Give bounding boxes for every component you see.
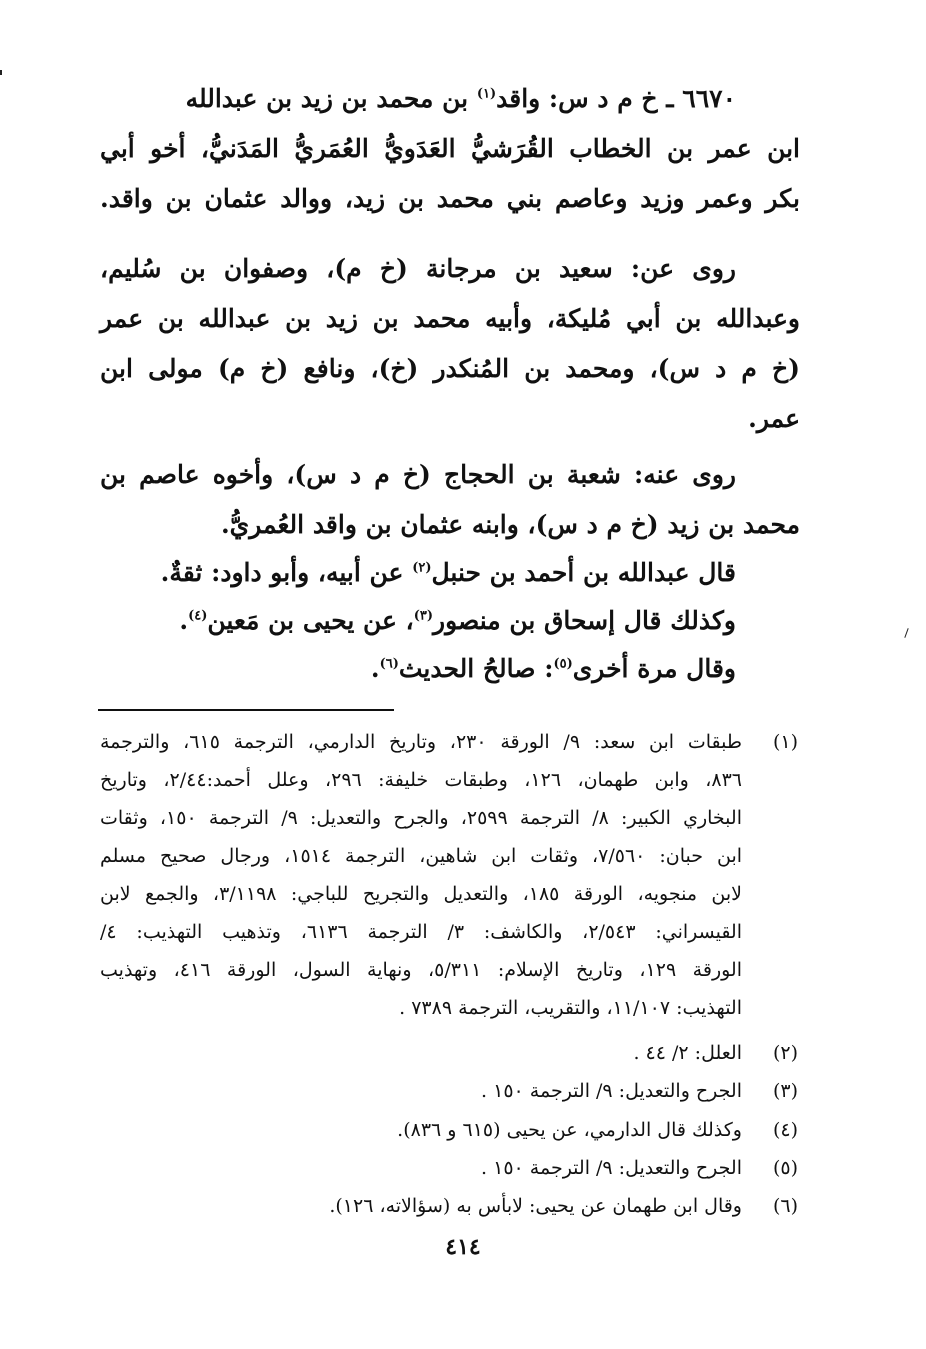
statement-3-end: .: [370, 654, 380, 683]
footnote-number-4: (٤): [772, 1119, 798, 1141]
footnote-1-line-5: لابن منجويه، الورقة ١٨٥، والتعديل والتجريح للباجي: ٣/١١٩٨، والجمع لابن: [100, 883, 743, 905]
footnote-number-5: (٥): [772, 1157, 798, 1179]
statement-line-1: [161, 558, 736, 587]
footnote-ref-6: (٦): [379, 656, 399, 672]
statement-2-rest: ، عن يحيى بن مَعين: [207, 606, 414, 635]
footnote-2-text: العلل: ٢/ ٤٤ .: [633, 1042, 742, 1064]
footnote-number-2: (٢): [772, 1042, 798, 1064]
narrated-from-line-2: وعبدالله بن أبي مُليكة، وأبيه محمد بن زيد بن عبدالله بن عمر: [100, 304, 800, 333]
footnote-1-line-8: التهذيب: ١١/١٠٧، والتقريب، الترجمة ٧٣٨٩ .: [399, 997, 742, 1019]
footnote-4-text: وكذلك قال الدارمي، عن يحيى (٦١٥ و ٨٣٦).: [397, 1119, 742, 1141]
footnote-1-line-3: البخاري الكبير: ٨/ الترجمة ٢٥٩٩، والجرح والتعديل: ٩/ الترجمة ١٥٠، وثقات: [100, 807, 742, 829]
entry-line-1: [186, 84, 736, 113]
footnote-ref-3: (٣): [413, 608, 434, 624]
statement-3-text: وقال مرة أخرى: [572, 654, 736, 683]
narrated-from-line-1: روى عن: سعيد بن مرجانة (خ م)، وصفوان بن سُليم،: [100, 254, 736, 283]
scan-speck: [0, 70, 2, 75]
statement-line-2: [179, 606, 736, 635]
narrated-by-line-2: محمد بن زيد (خ م د س)، وابنه عثمان بن واقد العُمريُّ.: [220, 510, 800, 539]
footnote-ref-5: (٥): [553, 656, 573, 672]
entry-line-2: ابن عمر بن الخطاب القُرَشيُّ العَدَويُّ العُمَريُّ المَدَنيُّ، أخو أبي: [100, 134, 800, 163]
footnote-1-line-6: القيسراني: ٢/٥٤٣، والكاشف: ٣/ الترجمة ٦١٣٦، وتذهيب التهذيب: ٤/: [100, 921, 743, 943]
statement-3-rest: : صالحُ الحديث: [398, 654, 554, 683]
footnote-1-line-4: ابن حبان: ٧/٥٦٠، وثقات ابن شاهين، الترجمة ١٥١٤، ورجال صحيح مسلم: [100, 845, 743, 867]
narrated-by-line-1: روى عنه: شعبة بن الحجاج (خ م د س)، وأخوه عاصم بن: [100, 460, 736, 489]
footnote-number-3: (٣): [772, 1080, 798, 1102]
footnote-3-text: الجرح والتعديل: ٩/ الترجمة ١٥٠ .: [481, 1080, 742, 1102]
statement-line-3: [371, 654, 736, 683]
footnote-ref-4: (٤): [188, 608, 208, 624]
scan-speck: [904, 628, 908, 638]
footnote-1-line-2: ٨٣٦، وابن طهمان، ١٢٦، وطبقات خليفة: ٢٩٦، وعلل أحمد:٢/٤٤، وتاريخ: [100, 769, 742, 791]
narrated-from-line-3: (خ م د س)، ومحمد بن المُنكدر (خ)، ونافع (خ م) مولى ابن: [100, 354, 800, 383]
footnote-separator: [98, 709, 394, 711]
entry-heading: ٦٦٧٠ ـ خ م د س: واقد: [496, 84, 736, 113]
entry-name-rest: بن محمد بن زيد بن عبدالله: [185, 84, 477, 113]
statement-2-text: وكذلك قال إسحاق بن منصور: [433, 606, 736, 635]
footnote-1-line-1: طبقات ابن سعد: ٩/ الورقة ٢٣٠، وتاريخ الدارمي، الترجمة ٦١٥، والترجمة: [100, 731, 742, 753]
page-number: ٤١٤: [445, 1234, 481, 1260]
footnote-6-text: وقال ابن طهمان عن يحيى: لابأس به (سؤالاته، ١٢٦).: [329, 1195, 742, 1217]
footnote-ref-2: (٢): [412, 560, 432, 576]
footnote-ref-1: (١): [476, 86, 497, 102]
narrated-from-line-4: عمر.: [748, 404, 800, 433]
statement-1-text: قال عبدالله بن أحمد بن حنبل: [431, 558, 736, 587]
entry-line-3: بكر وعمر وزيد وعاصم بني محمد بن زيد، ووالد عثمان بن واقد.: [100, 184, 800, 213]
footnote-number-1: (١): [772, 731, 798, 753]
footnote-number-6: (٦): [772, 1195, 798, 1217]
footnote-1-line-7: الورقة ١٢٩، وتاريخ الإسلام: ٥/٣١١، ونهاية السول، الورقة ٤١٦، وتهذيب: [100, 959, 743, 981]
statement-2-end: .: [179, 606, 189, 635]
footnote-5-text: الجرح والتعديل: ٩/ الترجمة ١٥٠ .: [481, 1157, 742, 1179]
statement-1-rest: عن أبيه، وأبو داود: ثقةٌ.: [160, 558, 413, 587]
